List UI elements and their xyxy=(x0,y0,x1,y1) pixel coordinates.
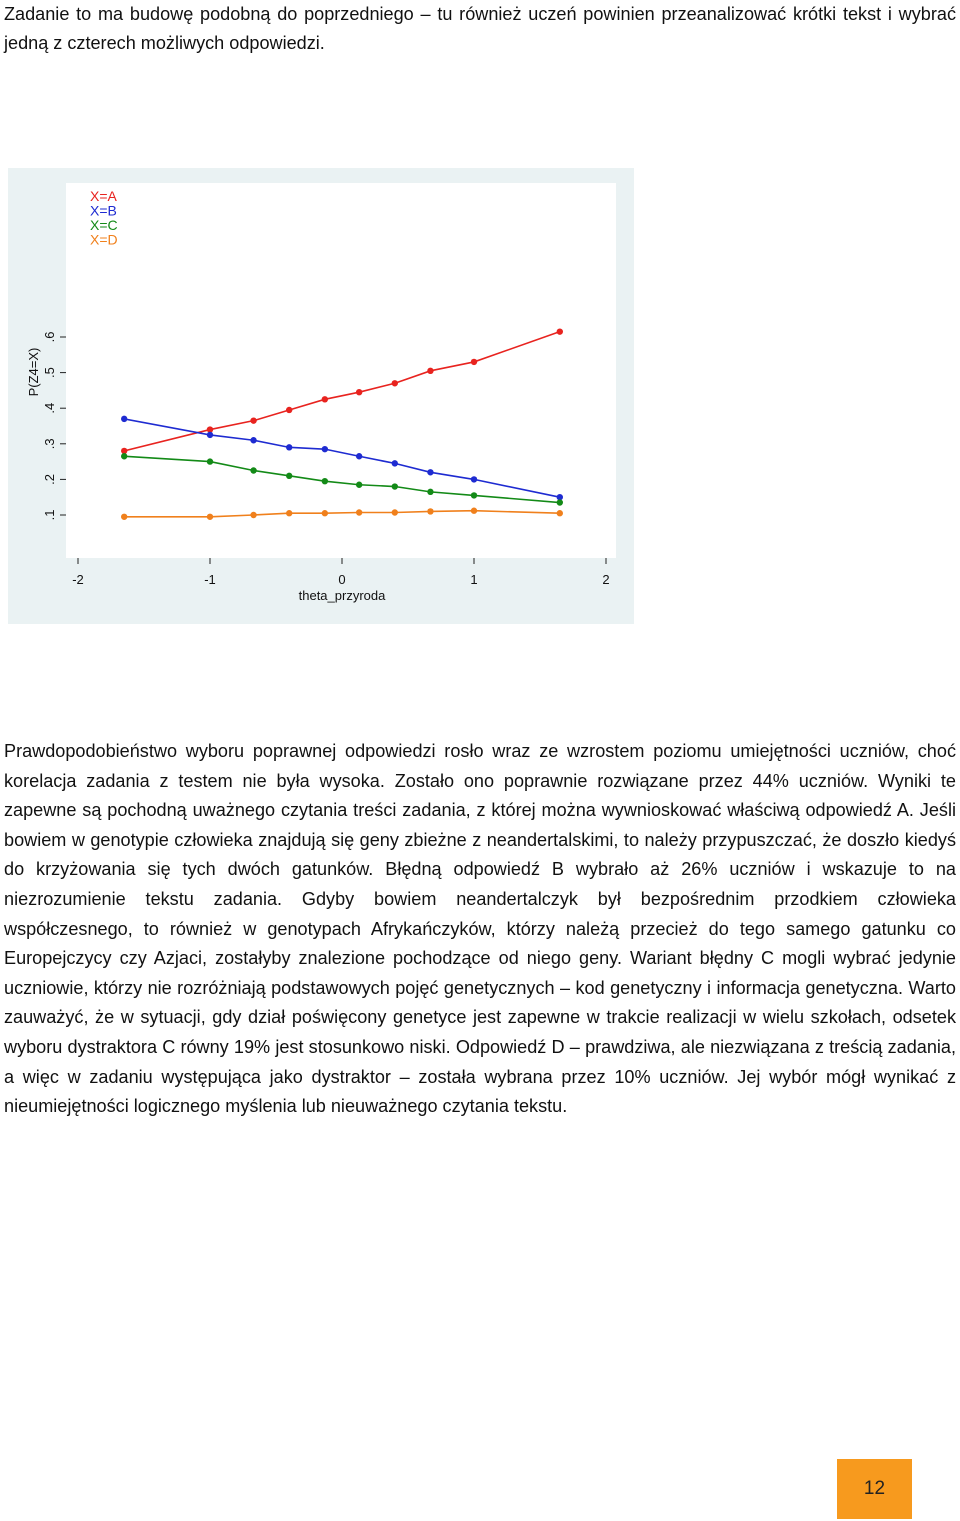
data-point xyxy=(356,482,362,488)
y-tick-label: .4 xyxy=(42,402,57,414)
irt-chart xyxy=(8,168,634,624)
x-tick-label: -2 xyxy=(72,572,84,587)
data-point xyxy=(322,446,328,452)
data-point xyxy=(121,416,127,422)
data-point xyxy=(121,514,127,520)
data-point xyxy=(427,368,433,374)
x-axis-label: theta_przyroda xyxy=(298,588,386,603)
data-point xyxy=(250,437,256,443)
data-point xyxy=(250,417,256,423)
data-point xyxy=(427,508,433,514)
y-tick-label: .2 xyxy=(42,473,57,485)
data-point xyxy=(322,478,328,484)
data-point xyxy=(356,453,362,459)
data-point xyxy=(392,380,398,386)
data-point xyxy=(427,489,433,495)
x-tick-label: 1 xyxy=(470,572,478,587)
data-point xyxy=(356,509,362,515)
data-point xyxy=(207,458,213,464)
data-point xyxy=(286,444,292,450)
legend-entry: X=A xyxy=(90,188,117,204)
page-number: 12 xyxy=(863,1478,886,1499)
data-point xyxy=(392,460,398,466)
x-tick-label: -1 xyxy=(204,572,216,587)
y-tick-label: .3 xyxy=(42,438,57,450)
data-point xyxy=(286,510,292,516)
y-tick-label: .6 xyxy=(42,331,57,343)
data-point xyxy=(557,499,563,505)
data-point xyxy=(356,389,362,395)
data-point xyxy=(557,328,563,334)
legend xyxy=(90,188,118,248)
data-point xyxy=(392,483,398,489)
data-point xyxy=(322,396,328,402)
y-tick-label: .5 xyxy=(42,367,57,379)
x-tick-label: 2 xyxy=(602,572,610,587)
legend-entry: X=B xyxy=(90,202,117,219)
data-point xyxy=(392,509,398,515)
data-point xyxy=(250,512,256,518)
x-tick-label: 0 xyxy=(338,572,346,587)
data-point xyxy=(207,432,213,438)
data-point xyxy=(121,453,127,459)
data-point xyxy=(471,359,477,365)
data-point xyxy=(286,473,292,479)
intro-paragraph: Zadanie to ma budowę podobną do poprzedniego – tu również uczeń powinien przeanalizować krótki tekst i wybrać jedną z czterech możliwych odpowiedzi. xyxy=(4,4,956,53)
data-point xyxy=(427,469,433,475)
data-point xyxy=(286,407,292,413)
data-point xyxy=(471,492,477,498)
page-number-box xyxy=(837,1459,912,1519)
plot-area xyxy=(66,183,616,558)
data-point xyxy=(250,467,256,473)
data-point xyxy=(322,510,328,516)
irt-chart-figure xyxy=(8,168,634,624)
analysis-paragraph: Prawdopodobieństwo wyboru poprawnej odpowiedzi rosło wraz ze wzrostem poziomu umiejętności uczniów, choć korelacja zadania z testem nie była wysoka. Zostało ono poprawnie rozwiązane przez 44% uczniów. Wyniki te zapewne są pochodną uważnego czytania treści zadania, z której można wywnioskować właściwą odpowiedź A. Jeśli bowiem w genotypie człowieka znajdują się geny zbieżne z neandertalskimi, to należy przypuszczać, że doszło kiedyś do krzyżowania się tych dwóch gatunków. Błędną odpowiedź B wybrało aż 26% uczniów i wskazuje to na niezrozumienie tekstu zadania. Gdyby bowiem neandertalczyk był bezpośrednim przodkiem człowieka współczesnego, to również w genotypach Afrykańczyków, którzy należą przecież do tego samego gatunku co Europejczycy czy Azjaci, zostałyby znalezione pochodzące od niego geny. Wariant błędny C mogli wybrać jedynie uczniowie, którzy nie rozróżniają podstawowych pojęć genetycznych – kod genetyczny i informacja genetyczna. Warto zauważyć, że w sytuacji, gdy dział poświęcony genetyce jest zapewne w trakcie realizacji w wielu szkołach, odsetek wyboru dystraktora C równy 19% jest stosunkowo niski. Odpowiedź D – prawdziwa, ale niezwiązana z treścią zadania, a więc w zadaniu występująca jako dystraktor – została wybrana przez 10% uczniów. Jej wybór mógł wynikać z nieumiejętności logicznego myślenia lub nieuważnego czytania tekstu. xyxy=(4,741,956,1117)
legend-entry: X=D xyxy=(90,231,118,248)
data-point xyxy=(471,508,477,514)
data-point xyxy=(207,514,213,520)
legend-entry: X=C xyxy=(90,217,118,233)
data-point xyxy=(557,510,563,516)
data-point xyxy=(471,476,477,482)
y-axis-label: P(Z4=X) xyxy=(26,347,41,397)
y-tick-label: .1 xyxy=(42,509,57,521)
